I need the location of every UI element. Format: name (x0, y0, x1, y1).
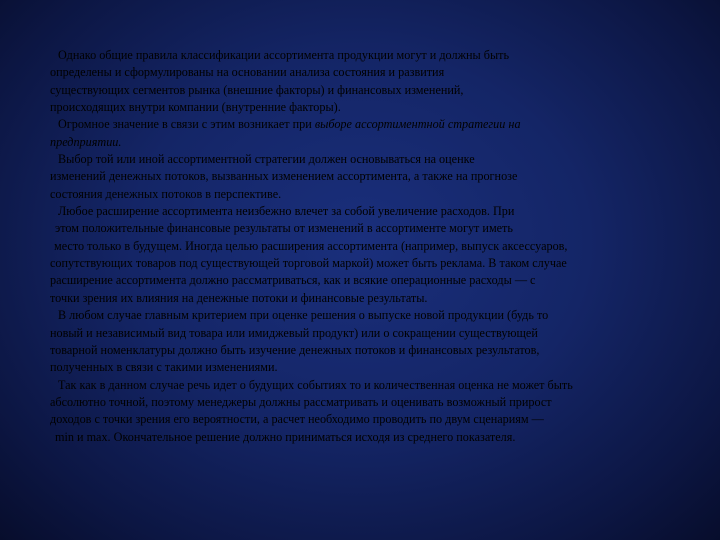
text-line: новый и независимый вид товара или имиджевый продукт) или о сокращении существующей (50, 325, 538, 340)
text-line: место только в будущем. Иногда целью расширения ассортимента (например, выпуск аксессуаров, (54, 238, 568, 253)
text-line (50, 116, 680, 133)
emphasis-text: выборе ассортиментной стратегии на (314, 117, 521, 132)
text-line: Выбор той или иной ассортиментной стратегии должен основываться на оценке (58, 152, 475, 167)
text-line: сопутствующих товаров под существующей торговой маркой) может быть реклама. В таком случае (50, 256, 567, 271)
text-line: доходов с точки зрения его вероятности, а расчет необходимо проводить по двум сценариям — (50, 412, 544, 427)
text-line: Однако общие правила классификации ассортимента продукции могут и должны быть (58, 48, 510, 62)
text-line: происходящих внутри компании (внутренние факторы). (50, 100, 341, 115)
text-line: Так как в данном случае речь идет о будущих событиях то и количественная оценка не может быть (58, 377, 573, 392)
text-line: товарной номенклатуры должно быть изучение денежных потоков и финансовых результатов, (50, 342, 540, 357)
text-line: состояния денежных потоков в перспективе. (50, 186, 282, 201)
text-line: min и max. Окончательное решение должно приниматься исходя из среднего показателя. (55, 429, 516, 444)
text-line: точки зрения их влияния на денежные потоки и финансовые результаты. (50, 290, 428, 305)
text-line: определены и сформулированы на основании анализа состояния и развития (50, 65, 445, 80)
text-line-start: Огромное значение в связи с этим возникает при (58, 117, 315, 132)
emphasis-text: предприятии. (50, 134, 122, 149)
text-line: изменений денежных потоков, вызванных изменением ассортимента, а также на прогнозе (50, 169, 518, 184)
text-line: В любом случае главным критерием при оценке решения о выпуске новой продукции (будь то (58, 308, 549, 323)
text-line: абсолютно точной, поэтому менеджеры должны рассматривать и оценивать возможный прирост (50, 394, 552, 409)
text-line: Любое расширение ассортимента неизбежно влечет за собой увеличение расходов. При (58, 204, 515, 219)
text-line: этом положительные финансовые результаты от изменений в ассортименте могут иметь (55, 221, 513, 236)
text-line: существующих сегментов рынка (внешние факторы) и финансовых изменений, (50, 82, 464, 97)
slide-body-text (50, 47, 680, 446)
text-line: полученных в связи с такими изменениями. (50, 360, 278, 375)
text-line: расширение ассортимента должно рассматриваться, как и всякие операционные расходы — с (50, 273, 536, 288)
